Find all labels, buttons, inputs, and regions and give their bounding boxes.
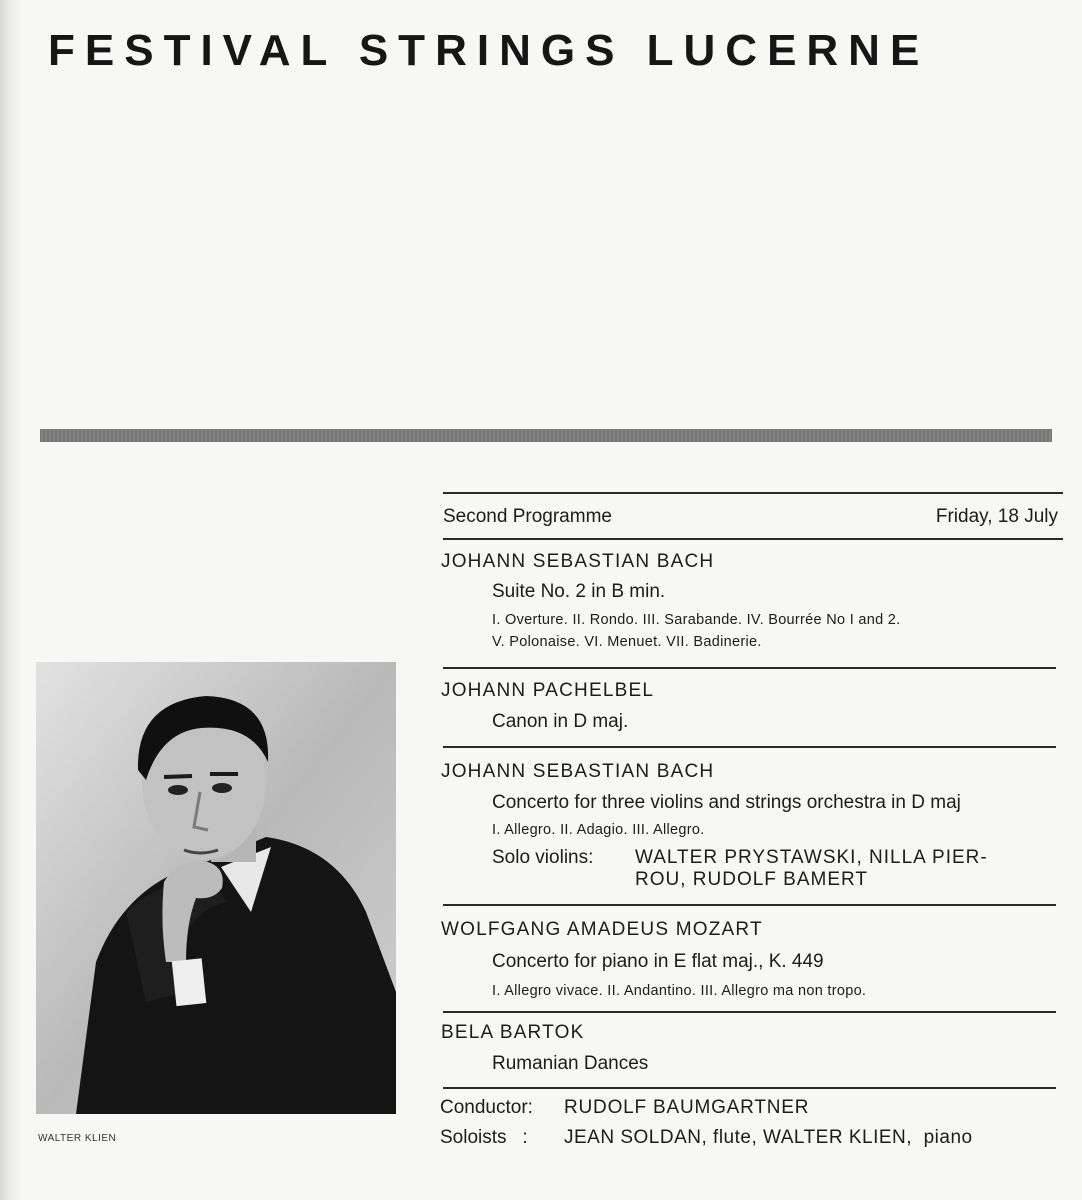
portrait-photo — [36, 662, 396, 1114]
rule-item-2 — [443, 746, 1056, 748]
work-piano-concerto: Concerto for piano in E flat maj., K. 449 — [492, 951, 824, 972]
work-rumanian-dances: Rumanian Dances — [492, 1053, 649, 1074]
rule-item-4 — [443, 1011, 1056, 1013]
composer-mozart: WOLFGANG AMADEUS MOZART — [441, 919, 763, 940]
conductor-label: Conductor: — [440, 1097, 533, 1118]
solo-violins-label: Solo violins: — [492, 847, 594, 868]
rule-header — [443, 538, 1063, 540]
soloists-label: Soloists : — [440, 1127, 528, 1148]
section-divider — [40, 429, 1052, 442]
soloists-names: JEAN SOLDAN, flute, WALTER KLIEN, piano — [564, 1127, 973, 1148]
page-title: FESTIVAL STRINGS LUCERNE — [48, 26, 930, 75]
composer-bach-2: JOHANN SEBASTIAN BACH — [441, 761, 715, 782]
photo-caption: WALTER KLIEN — [38, 1133, 117, 1144]
rule-item-3 — [443, 904, 1056, 906]
solo-violinists-line-1: WALTER PRYSTAWSKI, NILLA PIER- — [635, 847, 988, 868]
movements-line-1: I. Overture. II. Rondo. III. Sarabande. IV. Bourrée No I and 2. — [492, 612, 901, 628]
programme-name: Second Programme — [443, 506, 612, 527]
rule-item-1 — [443, 667, 1056, 669]
work-suite-no-2: Suite No. 2 in B min. — [492, 581, 666, 602]
composer-pachelbel: JOHANN PACHELBEL — [441, 680, 655, 701]
scan-edge-shadow — [0, 0, 22, 1200]
rule-item-5 — [443, 1087, 1056, 1089]
composer-bartok: BELA BARTOK — [441, 1022, 585, 1043]
work-canon: Canon in D maj. — [492, 711, 629, 732]
movements-line-2: V. Polonaise. VI. Menuet. VII. Badinerie. — [492, 634, 762, 650]
programme-date: Friday, 18 July — [935, 506, 1058, 527]
movements-piano-concerto: I. Allegro vivace. II. Andantino. III. Allegro ma non tropo. — [492, 983, 867, 999]
conductor-name: RUDOLF BAUMGARTNER — [564, 1097, 810, 1118]
work-three-violins-concerto: Concerto for three violins and strings orchestra in D maj — [492, 792, 961, 813]
rule-top — [443, 492, 1063, 494]
movements-concerto-violins: I. Allegro. II. Adagio. III. Allegro. — [492, 822, 705, 838]
composer-bach-1: JOHANN SEBASTIAN BACH — [441, 551, 715, 572]
solo-violinists-line-2: ROU, RUDOLF BAMERT — [635, 869, 869, 890]
